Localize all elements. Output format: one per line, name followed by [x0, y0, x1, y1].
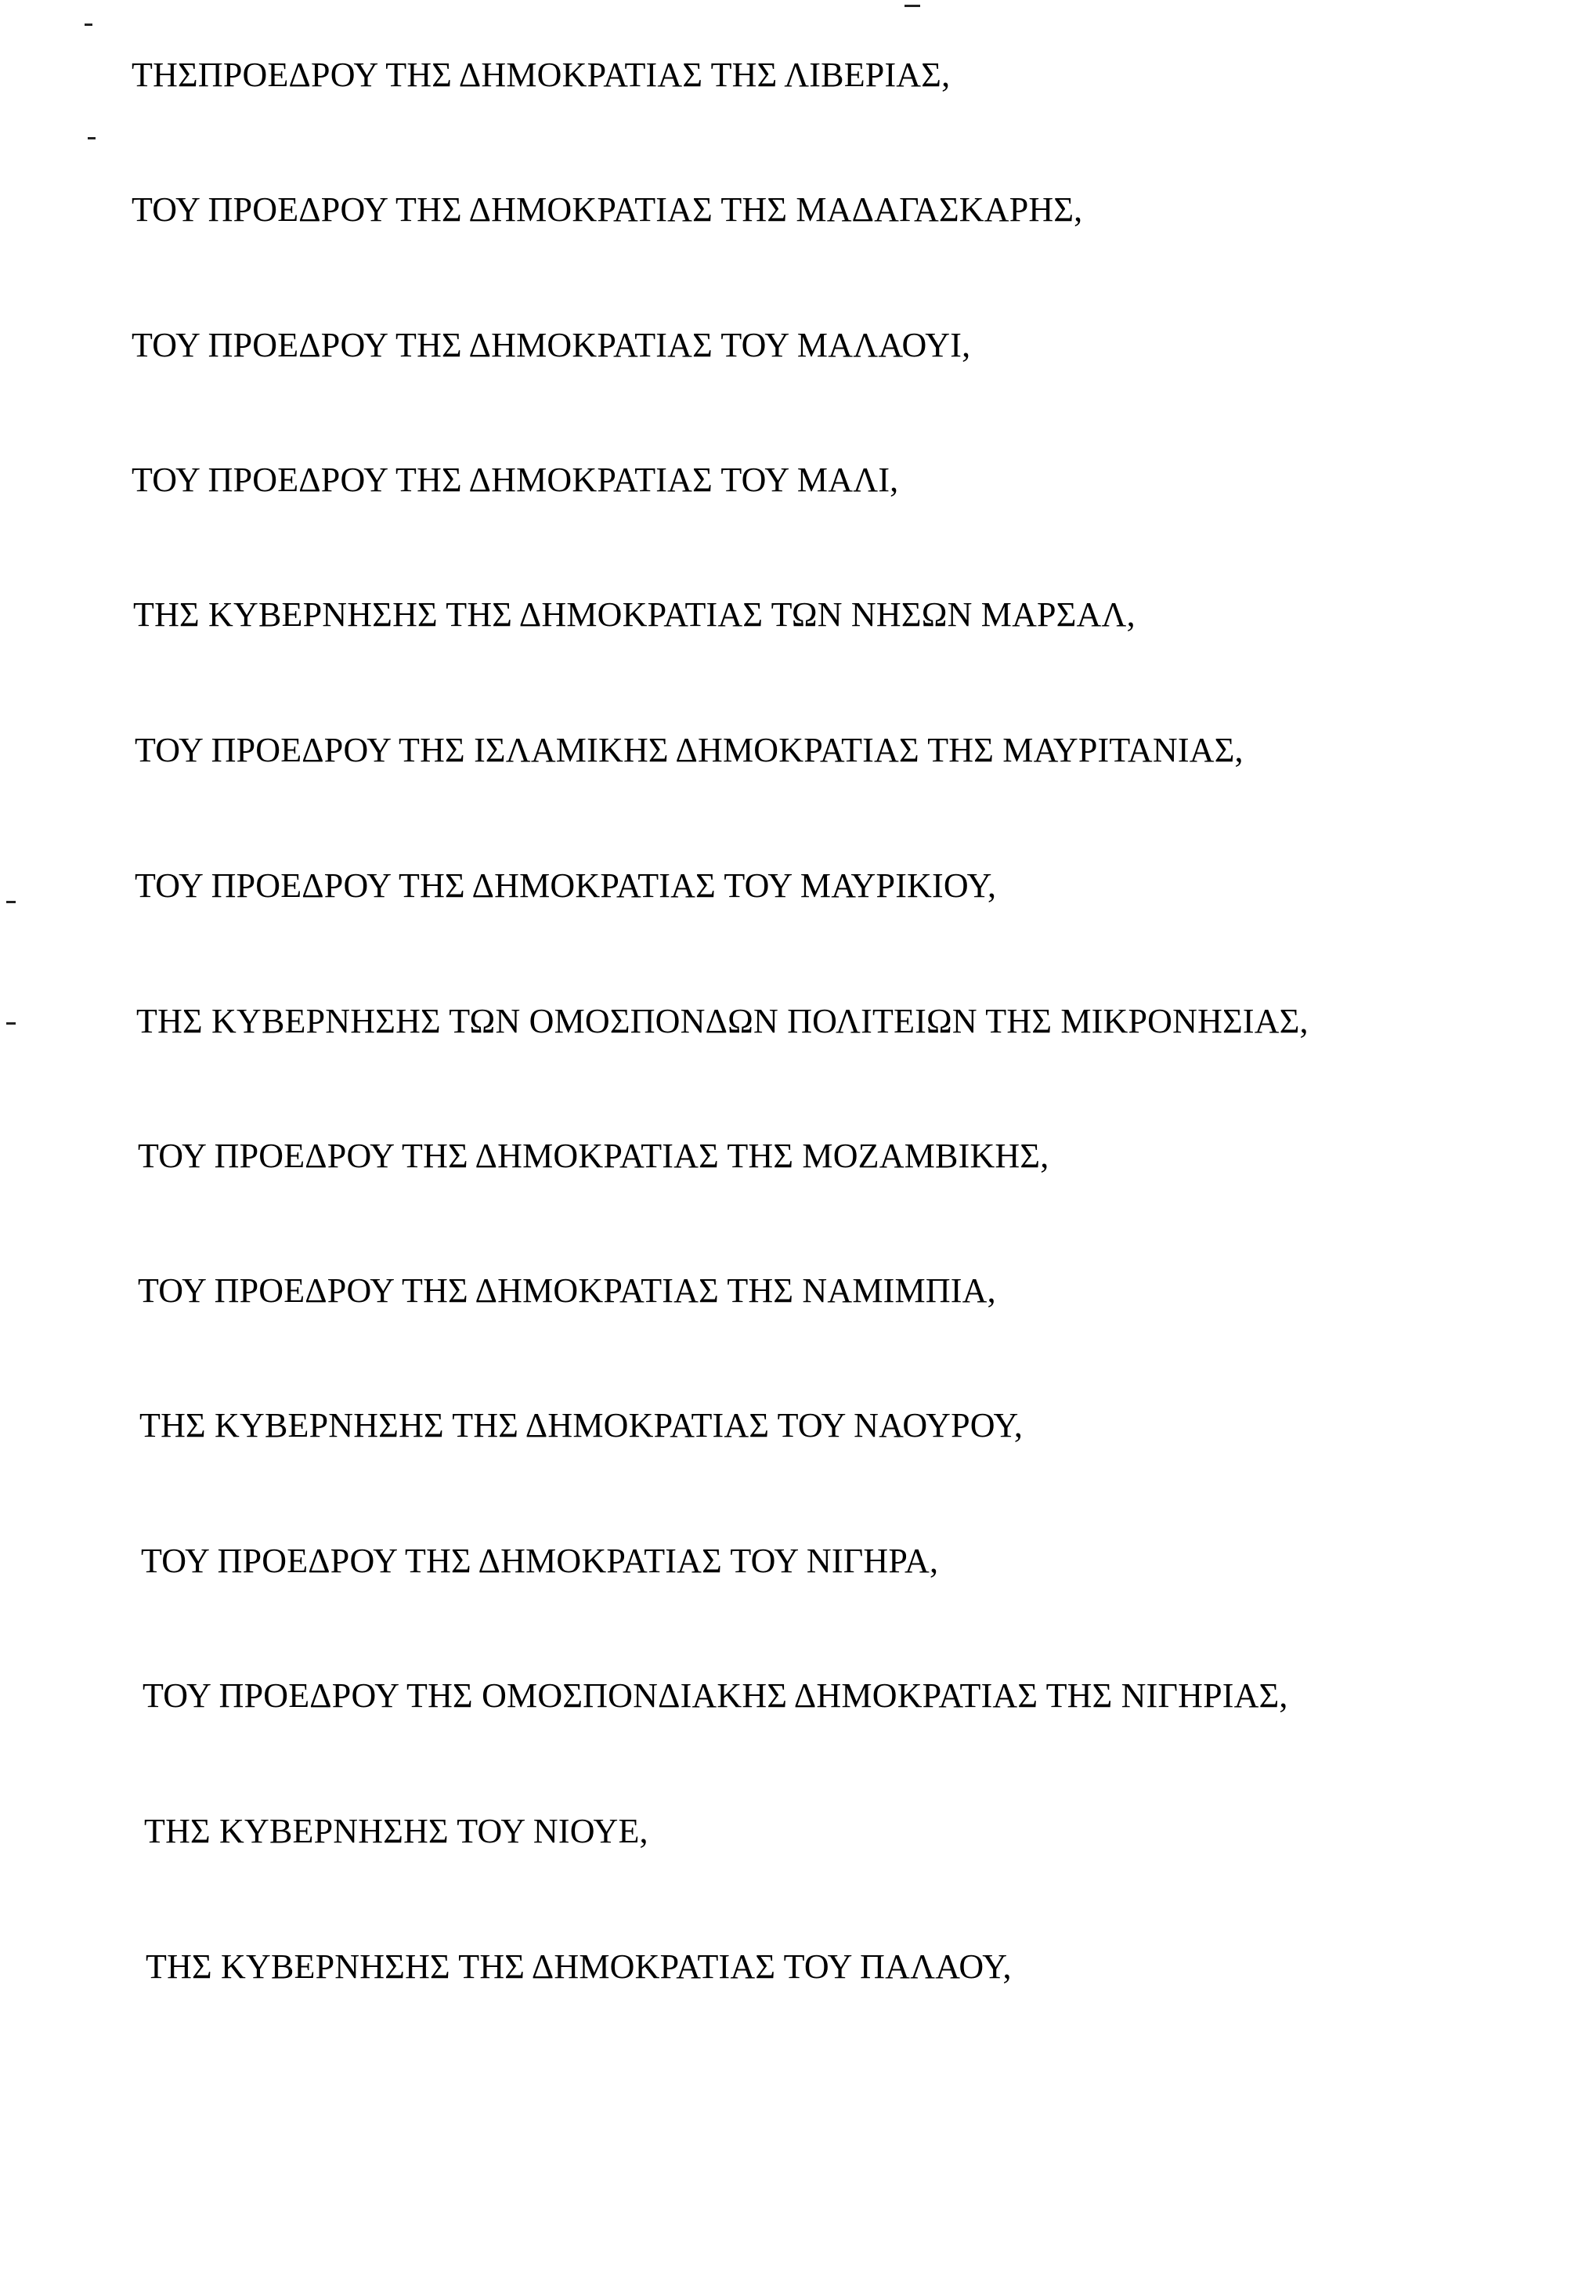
scan-mark-top	[905, 0, 920, 7]
text-line-13: ΤΟΥ ΠΡΟΕΔΡΟΥ ΤΗΣ ΟΜΟΣΠΟΝΔΙΑΚΗΣ ΔΗΜΟΚΡΑΤΙΑΣ ΤΗΣ ΝΙΓΗΡΙΑΣ,	[143, 1676, 1288, 1715]
text-line-4: ΤΟΥ ΠΡΟΕΔΡΟΥ ΤΗΣ ΔΗΜΟΚΡΑΤΙΑΣ ΤΟΥ ΜΑΛΙ,	[132, 461, 899, 499]
scan-mark	[6, 1022, 16, 1025]
scan-mark	[6, 901, 16, 903]
text-line-11: ΤΗΣ ΚΥΒΕΡΝΗΣΗΣ ΤΗΣ ΔΗΜΟΚΡΑΤΙΑΣ ΤΟΥ ΝΑΟΥΡΟΥ,	[139, 1406, 1024, 1444]
text-line-10: ΤΟΥ ΠΡΟΕΔΡΟΥ ΤΗΣ ΔΗΜΟΚΡΑΤΙΑΣ ΤΗΣ ΝΑΜΙΜΠΙΑ,	[138, 1271, 996, 1310]
text-line-6: ΤΟΥ ΠΡΟΕΔΡΟΥ ΤΗΣ ΙΣΛΑΜΙΚΗΣ ΔΗΜΟΚΡΑΤΙΑΣ ΤΗΣ ΜΑΥΡΙΤΑΝΙΑΣ,	[135, 731, 1244, 769]
text-line-14: ΤΗΣ ΚΥΒΕΡΝΗΣΗΣ ΤΟΥ ΝΙΟΥΕ,	[144, 1812, 648, 1850]
text-line-2: ΤΟΥ ΠΡΟΕΔΡΟΥ ΤΗΣ ΔΗΜΟΚΡΑΤΙΑΣ ΤΗΣ ΜΑΔΑΓΑΣΚΑΡΗΣ,	[132, 190, 1083, 229]
scan-mark	[85, 24, 92, 26]
text-line-5: ΤΗΣ ΚΥΒΕΡΝΗΣΗΣ ΤΗΣ ΔΗΜΟΚΡΑΤΙΑΣ ΤΩΝ ΝΗΣΩΝ ΜΑΡΣΑΛ,	[133, 595, 1136, 634]
text-line-8: ΤΗΣ ΚΥΒΕΡΝΗΣΗΣ ΤΩΝ ΟΜΟΣΠΟΝΔΩΝ ΠΟΛΙΤΕΙΩΝ ΤΗΣ ΜΙΚΡΟΝΗΣΙΑΣ,	[136, 1002, 1309, 1040]
text-line-7: ΤΟΥ ΠΡΟΕΔΡΟΥ ΤΗΣ ΔΗΜΟΚΡΑΤΙΑΣ ΤΟΥ ΜΑΥΡΙΚΙΟΥ,	[135, 866, 997, 905]
text-line-12: ΤΟΥ ΠΡΟΕΔΡΟΥ ΤΗΣ ΔΗΜΟΚΡΑΤΙΑΣ ΤΟΥ ΝΙΓΗΡΑ,	[141, 1542, 939, 1580]
text-line-3: ΤΟΥ ΠΡΟΕΔΡΟΥ ΤΗΣ ΔΗΜΟΚΡΑΤΙΑΣ ΤΟΥ ΜΑΛΑΟΥΙ,	[132, 326, 971, 364]
scan-mark	[88, 137, 96, 139]
text-line-1: ΤΗΣΠΡΟΕΔΡΟΥ ΤΗΣ ΔΗΜΟΚΡΑΤΙΑΣ ΤΗΣ ΛΙΒΕΡΙΑΣ,	[132, 56, 951, 94]
text-line-15: ΤΗΣ ΚΥΒΕΡΝΗΣΗΣ ΤΗΣ ΔΗΜΟΚΡΑΤΙΑΣ ΤΟΥ ΠΑΛΑΟΥ,	[146, 1947, 1012, 1986]
text-line-9: ΤΟΥ ΠΡΟΕΔΡΟΥ ΤΗΣ ΔΗΜΟΚΡΑΤΙΑΣ ΤΗΣ ΜΟΖΑΜΒΙΚΗΣ,	[138, 1137, 1049, 1175]
